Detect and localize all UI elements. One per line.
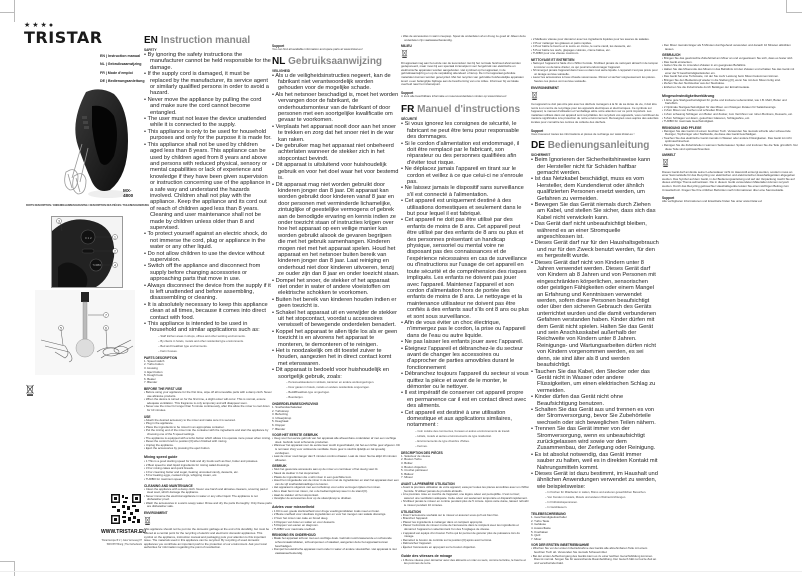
fr-safety-list xyxy=(401,121,529,449)
nl-use-heading: GEBRUIK xyxy=(272,464,287,469)
list-item: • When the device is turned on for the first time, a slight odour will occur. This is normal, ensure adequate ventilation. This fragrance is only temporary and will disappear soon. xyxy=(144,398,272,405)
list-item: – In Frühstückspensionen. xyxy=(531,500,659,505)
list-item: 1. Speed switch xyxy=(144,358,165,363)
list-item: 5. Deeghaak xyxy=(272,419,289,424)
de-support-text: Alle verfügbaren Informationen und Ersatzteile finden Sie unter www.tristar.eu! xyxy=(662,199,763,204)
list-item: • Bewegen Sie das Gerät niemals durch Ziehen am Kabel, und stellen Sie sicher, dass sich das Kabel nicht verwickeln kann. xyxy=(531,202,659,221)
list-item: • Maak het apparaat schoon met een vochtige doek. Gebruik nooit krasserende en schurende schoonmaakmiddelen, schuursponsen of staalwol, aangezien deze het apparaat kunnen beschadigen. xyxy=(272,537,400,548)
list-item: • 2 Meilleure vitesse pour démarrer avec les ingrédients liquides pour les sauces de salades. xyxy=(531,38,659,42)
fr-before-list xyxy=(401,486,529,508)
nl-lang-code: NL xyxy=(272,55,286,67)
list-item: • Avant la première utilisation de votre appareil, essuyez toutes les pièces amovibles avec un chiffon humide. N'utilisez jamais de produits abrasifs. xyxy=(401,486,529,493)
list-item: 3. Gehäuse xyxy=(531,522,546,527)
list-item: • Ziehen Sie den Netzstecker aus der Steckdose. xyxy=(662,82,798,86)
de-support-heading: Support xyxy=(662,196,675,201)
svg-text:7: 7 xyxy=(105,313,107,318)
list-item: • Verwijder de accessoires door op de uitwerpknop te drukken. xyxy=(272,497,400,501)
list-item: • To protect yourself against an electric shock, do not immerse the cord, plug or appliance in the water or any other liquid. xyxy=(144,231,272,250)
de-env-heading: UMWELT xyxy=(662,153,676,158)
en-before-list xyxy=(144,391,272,413)
list-item: • Das Gerät darf nicht unbeaufsichtigt bleiben, während es an einer Stromquelle angeschlossen ist. xyxy=(531,221,659,240)
list-item: • Wanneer het apparaat voor de eerste keer wordt ingeschakeld, zal het een lichte geur afgeven. Dit is normaal. Zorg voor voldoende ventilatie. Deze geur is slechts tijdelijk en zal spoedig verdwijnen. xyxy=(272,444,400,455)
list-item: • L'appareil est équipé d'un bouton Turbo qui lui permet de générer plus de puissance lors du mixage. xyxy=(401,532,529,539)
list-item: 5. Dough hook xyxy=(144,373,163,378)
list-item: • Schalten Sie das Gerät aus und trennen es von der Stromversorgung, bevor Sie Zubehörteile wechseln oder sich beweglichen Teilen nähern. xyxy=(531,407,659,426)
list-item: • Never immerse the electrical appliance in water or any other liquid. The appliance is not dishwasher proof. xyxy=(144,495,272,502)
nl-parts-list xyxy=(272,406,400,431)
list-item: 2. Turboknop xyxy=(272,408,289,413)
list-item: • Trennen Sie das Gerät immer von der Stromversorgung, wenn es unbeaufsichtigt zurückgelassen wird sowie vor dem Zusammenbau, der Zerlegung oder Reinigung. xyxy=(531,426,659,452)
list-item: • 2 Best speed to start liquid ingredients for mixing salad dressings. xyxy=(144,464,272,468)
list-item: • Attach the desired accessory to the mixer and make sure it is secured. xyxy=(144,419,272,423)
list-item: • By ignoring the safety instructions the manufacturer cannot be held responsible for the damage. xyxy=(144,52,272,71)
weee-bin-icon xyxy=(401,49,408,58)
list-item: 3. Housing xyxy=(144,366,158,371)
de-before-list xyxy=(531,547,659,565)
de-cleaning-heading: REINIGUNG UND PFLEGE xyxy=(662,125,702,130)
de-lang-code: DE xyxy=(531,140,545,152)
list-item: • TURBO for maximum speed. xyxy=(144,478,272,482)
lang-de[interactable]: DE | Bedienungsanleitung xyxy=(100,78,145,83)
list-item: – Personeelskeukens in winkels, kantoren en andere werkomgevingen. xyxy=(272,380,400,385)
list-item: – In Küchen für Mitarbeiter in Läden, Büros und anderen gewerblichen Bereichen. xyxy=(531,490,659,495)
fr-parts-heading: DESCRIPTION DES PIÈCES xyxy=(401,450,443,455)
list-item: 4. Auswurftaste xyxy=(531,526,551,530)
list-item: – Boerderijen. xyxy=(272,395,400,400)
list-item: • Het apparaat is uitgerust met een turboknop voor extra vermogen tijdens het mixen. xyxy=(272,486,400,490)
en-parts-list xyxy=(144,360,272,385)
list-item: • Cet appareil est uniquement destiné à des utilisations domestiques et seulement dans le but pour lequel il est fabriqué. xyxy=(401,198,529,217)
list-item: • 1 Eine gute Startgeschwindigkeit für große und trockene Lebensmittel, wie z.B. Mehl, Butter und Kartoffeln. xyxy=(662,99,798,106)
fr-support-heading: Support xyxy=(531,128,544,133)
model-number: MX-4800 xyxy=(123,188,134,198)
accessories-image xyxy=(35,290,135,375)
list-item: • TURBO pour une vitesse maximum. xyxy=(531,52,659,56)
en-support-text: You can find all available information and spare parts at www.tristar.eu! xyxy=(272,47,363,51)
de-title xyxy=(531,140,659,151)
list-item: • N'immergez jamais l'appareil dans l'eau ou dans tout autre liquide. L'appareil n'est pas prévu pour un lavage au lave-vaisselle. xyxy=(531,69,659,76)
nl-title xyxy=(272,56,400,67)
list-item: • 1 Bonne vitesse pour démarrer avec des aliments en vrac ou secs, comme la farine, le beurre et les pommes de terre. xyxy=(401,559,529,566)
brand-logo xyxy=(24,22,103,46)
de-cleaning-list xyxy=(662,130,798,152)
list-item: • Ne déplacez jamais l'appareil en tirant sur le cordon et veillez à ce que celui-ci ne s'enroule pas. xyxy=(401,166,529,185)
svg-text:6: 6 xyxy=(105,326,107,331)
svg-text:5: 5 xyxy=(60,326,62,331)
fr-env-heading: ENVIRONNEMENT xyxy=(531,85,559,90)
fr-env-text: Cet appareil ne doit pas être jeté avec les déchets ménagers à la fin de sa durée de vie, il doit être remis à un centre de recyclage pour les appareils électriques et électroniques. Ce symbole sur l'appareil, le manuel d'utilisation et l'emballage attire votre attention sur ce point important. Les matériaux utilisés dans cet appareil sont recyclables. En recyclant vos appareils, vous contribuez de manière significative à la protection de notre environnement. Renseignez-vous auprès des autorités locales pour connaître les centres de collecte des déchets. xyxy=(531,101,659,124)
nl-speed-list xyxy=(272,510,400,532)
list-item: • Never use the mixer for longer than 5 minute continuously, after this allow the mixer to cool down for 10 minutes. xyxy=(144,405,272,412)
weee-bin-icon xyxy=(662,158,669,167)
list-item: – Bed and breakfast type environments. xyxy=(144,344,272,349)
en-lang-code: EN xyxy=(144,35,158,46)
fr-title-text: Manuel d'instructions xyxy=(417,104,521,116)
list-item: • Éteignez l'appareil et débranchez-le du secteur avant de changer les accessoires ou d'approcher de parties amovibles durant le fonctionnement xyxy=(401,346,529,372)
nl-parts-heading: ONDERDELENBESCHRIJVING xyxy=(272,402,319,407)
list-item: • Geben Sie die zu mixenden Zutaten in ein geeignetes Behältnis. xyxy=(662,64,798,68)
hand-mixer-image xyxy=(48,86,130,198)
list-item: • TURBO für maximale Geschwindigkeit. xyxy=(662,120,798,124)
fr-use-list xyxy=(401,514,529,550)
nl-safety-list xyxy=(272,73,400,401)
parts-caption: PARTS DESCRIPTION / ONDERDELENBESCHRIJVING / DESCRIPTION DES PIÈCES / TEILEBESCHREIBUNG xyxy=(26,204,150,207)
list-item: • 3 Pour mélanger les gâteaux et pains rapides. xyxy=(531,42,659,46)
company-address xyxy=(95,539,142,547)
logo-stars-icon: ★★★● xyxy=(24,22,56,29)
list-item: • Fixez l'accessoire souhaité sur le mixeur et assurez-vous qu'il est bien fixé. xyxy=(401,514,529,518)
list-item: • The user must not leave the device unattended while it is connected to the supply. xyxy=(144,116,272,129)
list-item: • Placez les ingrédients à mélanger dans un récipient approprié. xyxy=(401,521,529,525)
en-parts-heading: PARTS DESCRIPTION xyxy=(144,355,178,360)
list-item: • Dompel het snoer, de stekker of het apparaat niet onder in water of andere vloeistoffen om elektrische schokken te voorkomen. xyxy=(272,278,400,297)
list-item: • Branchez l'appareil. xyxy=(401,517,529,521)
nl-speed-heading: Advies voor mixsnelheid xyxy=(272,504,315,509)
list-item: • Haal de stekker uit het stopcontact. xyxy=(272,494,400,498)
list-item: • Dieses Gerät darf nicht von Kindern unter 8 Jahren verwendet werden. Dieses Gerät darf von Kindern ab 8 Jahren und von Personen mit eingeschränkten körperlichen, sensorischen oder geistigen Fähigkeiten oder einem Mangel an Erfahrung und Kenntnissen verwendet werden, sofern diese Personen beaufsichtigt oder über den sicheren Gebrauch des Geräts unterrichtet wurden und die damit verbundenen Gefahren verstanden haben. Kinder dürfen mit dem Gerät nicht spielen. Halten Sie das Gerät und sein Anschlusskabel außerhalb der Reichweite von Kindern unter 8 Jahren. Reinigungs- und Wartungsarbeiten dürfen nicht von Kindern vorgenommen werden, es sei denn, sie sind älter als 8 und werden beaufsichtigt. xyxy=(531,260,659,369)
list-item: 7. Mixer xyxy=(531,536,542,541)
list-item: • Veeg voor het eerste gebruik van het apparaat alle afneembare onderdelen af met een vochtige doek. Gebruik nooit schurende producten. xyxy=(272,437,400,444)
list-item: • Do not allow children to use the device without supervision. xyxy=(144,251,272,264)
crop-mark-tr xyxy=(786,0,802,13)
list-item: – Bed&Breakfast-type omgevingen. xyxy=(272,390,400,395)
de-speed-heading: Mixgeschwindigkeitserklärung xyxy=(662,93,715,98)
list-item: • Laat de mixer nooit langer dan 5 minuten continu draaien. Laat de mixer hierna altijd 10 minuten afkoelen. xyxy=(272,455,400,462)
list-item: • Tauchen Sie das elektrische Gerät niemals in Wasser oder andere Flüssigkeiten. Das Gerät ist nicht spülmaschinenfest. xyxy=(662,137,798,144)
language-index xyxy=(100,52,145,85)
list-item: • Schakel het apparaat uit en verwijder de stekker uit het stopcontact, voordat u accessoires verwisselt of bewegende onderdelen benadert. xyxy=(272,310,400,329)
en-use-heading: USE xyxy=(144,414,151,419)
website-link[interactable]: WWW.TRISTAR.EU xyxy=(101,529,146,535)
fr-before-heading: AVANT LA PREMIÈRE UTILISATION xyxy=(401,482,455,486)
fr-use-heading: UTILISATION xyxy=(401,509,421,514)
list-item: • 5 Kloppen van eieren en slagroom. xyxy=(272,524,400,528)
lang-fr[interactable]: FR | Mode d'emploi xyxy=(100,70,133,75)
de-parts-heading: TEILEBESCHREIBUNG xyxy=(531,512,566,517)
address-line-1: Tristar Europe B.V. | Jules Verneweg 87 xyxy=(101,540,142,542)
list-item: 6. Batteur xyxy=(401,471,414,476)
list-item: • Débranchez toujours l'appareil du secteur si vous quittez la pièce et avant de le monter, le démonter ou le nettoyer. xyxy=(401,371,529,390)
list-item: • Beim Ignorieren der Sicherheitshinweise kann der Hersteller nicht für Schäden haftbar gemacht werden. xyxy=(531,157,659,176)
de-use-heading: GEBRAUCH xyxy=(662,53,681,58)
list-item: • Tauchen Sie das Kabel, den Stecker oder das Gerät nicht in Wasser oder andere Flüssigkeiten, um einen elektrischen Schlag zu vermeiden. xyxy=(531,369,659,395)
list-item: • Dit apparaat mag niet worden gebruikt door kinderen jonger dan 8 jaar. Dit apparaat kan worden gebruikt door kinderen vanaf 8 jaar en door personen met verminderde lichamelijke, zintuiglijke of geestelijke vermogens of gebrek aan de benodigde ervaring en kennis indien ze onder toezicht staan of instructies krijgen over hoe het apparaat op een veilige manier kan worden gebruikt alsook de gevaren begrijpen die met het gebruik samenhangen. Kinderen mogen niet met het apparaat spelen. Houd het apparaat en het netsnoer buiten bereik van kinderen jonger dan 8 jaar. Laat reiniging en onderhoud niet door kinderen uitvoeren, tenzij ze ouder zijn dan 8 jaar en onder toezicht staan. xyxy=(272,182,400,278)
de-speed-list xyxy=(662,99,798,124)
lang-nl[interactable]: NL | Gebruiksaanwijzing xyxy=(100,62,142,67)
list-item: 2. Turbo button xyxy=(144,362,164,367)
svg-text:1: 1 xyxy=(114,235,116,240)
list-item: • It is absolutely necessary to keep this appliance clean at all times, because it comes into direct contact with food. xyxy=(144,302,272,321)
list-item: • This appliance is intended to be used in household and similar applications such as: xyxy=(144,321,272,334)
list-item: • Ne pas laisser les enfants jouer avec l'appareil. xyxy=(401,339,529,345)
en-env-heading: ENVIRONMENT xyxy=(144,511,168,516)
list-item: • Dieses Gerät ist dazu bestimmt, im Haushalt und ähnlichen Anwendungen verwendet zu werden, wie beispielsweise: xyxy=(531,471,659,490)
list-item: 2. Turbo Taste xyxy=(531,518,550,523)
list-item: • Koppel het apparaat te allen tijde los als er geen toezicht is en alvorens het apparaat te monteren, te demonteren of te reinigen. xyxy=(272,329,400,348)
list-item: • 2 Optimale Startgeschwindigkeit für das Mixen von flüssigen Zutaten für Salatdressings. xyxy=(662,106,798,110)
list-item: 3. Behuizing xyxy=(272,412,288,417)
list-item: • Éjectez l'accessoire en appuyant sur le bouton d'éjection. xyxy=(401,546,529,550)
fr-section xyxy=(401,35,529,566)
list-item: • N'utilisez jamais le mixeur en continu pendant plus de 5 minute. Après cette durée, laissez refroidir le mixeur pendant 10 minutes. xyxy=(401,500,529,507)
nl-env-heading: MILIEU xyxy=(401,44,412,49)
en-title xyxy=(144,35,272,46)
fr-cleaning-list xyxy=(531,62,659,84)
en-speed-heading: Mixing speed guide xyxy=(144,454,178,459)
list-item: • De gebruiker mag het apparaat niet onbeheerd achterlaten wanneer de stekker zich in het stopcontact bevindt. xyxy=(272,143,400,162)
list-item: • Dompel het elektrische apparaat nooit onder in water of andere vloeistoffen. Het apparaat is niet vaatwasserbestendig. xyxy=(272,548,400,555)
list-item: • Bringen Sie den Bedienknopf wieder in die Stellung [0], wenn Sie mit dem Mixen fertig sind. xyxy=(662,79,798,83)
en-safety-heading: SAFETY xyxy=(144,48,157,52)
svg-text:TURBO: TURBO xyxy=(92,264,102,267)
list-item: • Bei der ersten Aufheizvorgang des Geräts kann es zu einer leichten Geruchsbildung kommen. Dies ist normal. Sorgen Sie für ausreichende Raumbelüftung. Der Geruch hält nur kurze Zeit an und verschwindet bald. xyxy=(531,555,659,566)
list-item: 4. Eject button xyxy=(144,369,163,374)
fr-parts-list xyxy=(401,455,529,480)
list-item: • Houd het mixgedeelte van de mixer in de kom met de ingrediënten en start het apparaat door een van de vijf snelheidsinstellingen te kiezen. xyxy=(272,479,400,486)
list-item: • Dieses Gerät darf nur für den Haushaltsgebrauch und nur für den Zweck benutzt werden, für den es hergestellt wurde. xyxy=(531,240,659,259)
list-item: • Verplaats het apparaat nooit door aan het snoer te trekken en zorg dat het snoer niet in de war kan raken. xyxy=(272,124,400,143)
list-item: 7. Mixeur xyxy=(401,475,413,480)
list-item: • Als het netsnoer beschadigd is, moet het worden vervangen door de fabrikant, de onderhoudsmonteur van de fabrikant of door personen met een soortgelijke kwalificatie om gevaar te voorkomen. xyxy=(272,92,400,124)
en-support-heading: Support xyxy=(272,44,285,48)
list-item: • TURBO voor maximale snelheid. xyxy=(272,528,400,532)
list-item: – Staff kitchen areas in shops, offices and other working environments. xyxy=(144,334,272,339)
list-item: 3. Boîtier xyxy=(401,461,413,466)
list-item: – Hôtels, motels et autres environnements de type résidentiel. xyxy=(401,434,529,439)
de-section-cont xyxy=(662,44,798,204)
list-item: 2. Bouton Turbo xyxy=(401,457,422,462)
en-cleaning-list xyxy=(144,488,272,510)
list-item: – Door gasten in hotels, motels en andere residentiële omgevingen. xyxy=(272,385,400,390)
svg-text:0 1 2: 0 1 2 xyxy=(85,236,92,240)
list-item: • Das Gerät einstecken. xyxy=(662,61,798,65)
list-item: • Dit apparaat is bedoeld voor huishoudelijk en soortgelijk gebruik, zoals: xyxy=(272,367,400,380)
list-item: 6. Quirl xyxy=(531,533,541,538)
fr-safety-heading: SÉCURITÉ xyxy=(401,117,418,122)
list-item: 4. Bouton d'éjection xyxy=(401,464,427,469)
weee-bin-icon xyxy=(26,384,34,396)
list-item: • If the supply cord is damaged, it must be replaced by the manufacturer, its service agent or similarly qualified persons in order to avoid a hazard. xyxy=(144,71,272,97)
en-speed-list xyxy=(144,460,272,482)
de-env-text: Dieses Gerät darf am Ende seiner Lebensdauer nicht im Hausmüll entsorgt werden, sondern muss an einer Sammelstelle für das Recycling von elektrischen und elektronischen Haushaltsgeräten abgegeben werden. Das Symbol auf dem Gerät, in der Bedienungsanleitung und auf der Verpackung macht Sie auf dieses wichtige Thema aufmerksam. Die in diesem Gerät verwendeten Materialien können recycelt werden. Durch das Recycling gebrauchter Haushaltsgeräte leisten Sie einen wichtigen Beitrag zum Umweltschutz. Fragen Sie Ihre örtlichen Behörden nach Informationen über eine Sammelstelle. xyxy=(662,169,796,192)
de-before-list-cont xyxy=(662,44,798,51)
en-title-text: Instruction manual xyxy=(160,35,251,46)
list-item: • Clean the appliance with a damp cloth. Never use harsh and abrasive cleaners, scouring pad or steel wool, which damage the appliance. xyxy=(144,488,272,495)
list-item: • 3 For mixing cakes and quick breads. xyxy=(144,467,272,471)
list-item: • Das Gerät hat eine Turbotaste, mit der Sie mehr Leistung beim Mixen bekommen können. xyxy=(662,75,798,79)
list-item: • Sluit het gewenste accessoire aan op de mixer en controleer of het stevig vast zit. xyxy=(272,468,400,472)
list-item: • Wash the accessories in a warm soapy water. Rinse and dry the parts thoroughly. Only these parts are dishwasher safe. xyxy=(144,502,272,509)
en-use-list xyxy=(144,419,272,451)
list-item: • Plug in the appliance. xyxy=(144,422,272,426)
list-item: • Het is noodzakelijk om dit toestel zuiver te houden, aangezien het in direct contact komt met etenswaren. xyxy=(272,348,400,367)
list-item: • Steek de stekker in het stopcontact. xyxy=(272,472,400,476)
list-item: 1. Sélecteur de vitesse xyxy=(401,453,431,458)
list-item: • Before using your appliance for the first time, wipe off all removable parts with a damp cloth. Never use abrasive products. xyxy=(144,391,272,398)
svg-text:4: 4 xyxy=(114,263,116,268)
list-item: • Remettez le bouton de contrôle sur la position [0] après avoir terminé. xyxy=(401,539,529,543)
de-section xyxy=(531,38,659,565)
nl-title-text: Gebruiksaanwijzing xyxy=(288,55,383,67)
list-item: – Von Kunden in Hotels, Motels und anderen Wohneinrichtungen. xyxy=(531,495,659,500)
nl-env-text: Dit apparaat mag aan het einde van de levensduur niet bij het normale huishoud afval worden gedeponeerd, maar moet bij een speciaal inzamelpunt voor hergebruik van elektrische en elektronische apparaten worden aangeboden. Het symbool op het apparaat, in de gebruiksaanwijzing en op de verpakking attendeert u hierop. De in het apparaat gebruikte materialen kunnen worden gerecycled. Met het recyclen van gebruikte huishoudelijke apparaten levert u een belangrijke bijdrage aan de bescherming van ons milieu. Informeer bij uw lokale overheid naar het inzamelpunt. xyxy=(401,60,524,87)
weee-bin-icon xyxy=(144,516,151,525)
svg-text:3: 3 xyxy=(58,219,60,224)
svg-text:2: 2 xyxy=(114,249,116,254)
list-item: • This appliance is only to be used for household purposes and only for the purpose it is made for. xyxy=(144,129,272,142)
list-item: – Coin cuisine des commerces, bureaux et autres environnements de travail. xyxy=(401,429,529,434)
fr-speed-heading: Guide des vitesses de mixage xyxy=(401,553,453,558)
nl-before-heading: VOOR HET EERSTE GEBRUIK xyxy=(272,433,318,438)
list-item: • Cet appareil ne doit pas être utilisé par des enfants de moins de 8 ans. Cet appareil peut être utilisé par des enfants de 8 ans ou plus et des personnes présentant un handicap physique, sensoriel ou mental voire ne disposant pas des connaissances et de l'expérience nécessaires en cas de surveillance ou d'instructions sur l'usage de cet appareil en toute sécurité et de compréhension des risques impliqués. Les enfants ne doivent pas jouer avec l'appareil. Maintenez l'appareil et son cordon d'alimentation hors de portée des enfants de moins de 8 ans. Le nettoyage et la maintenance utilisateur ne doivent pas être confiés à des enfants sauf s'ils ont 8 ans ou plus et sont sous surveillance. xyxy=(401,217,529,320)
list-item: • Afin de vous éviter un choc électrique, n'immergez pas le cordon, la prise ou l'appareil dans de l'eau ou autre liquide. xyxy=(401,320,529,339)
de-parts-list xyxy=(531,516,659,541)
list-item: – Farm houses. xyxy=(144,349,272,354)
list-item: • Reinigen Sie das Gerät mit einem feuchten Tuch. Verwenden Sie niemals scharfe oder scheuernde Reiniger, Topfreiniger oder Stahlwolle, da diese das Gerät beschädigen. xyxy=(662,130,798,137)
nl-cleaning-heading: REINIGING EN ONDERHOUD xyxy=(272,533,316,538)
brand-name: TRISTAR xyxy=(24,28,103,47)
fr-speed-list-cont xyxy=(531,38,659,56)
fr-cleaning-heading: NETTOYAGE ET ENTRETIEN xyxy=(531,57,575,62)
list-item: • 2 Beste snelheid voor vloeibare ingrediënten en voor het mengen van salade dressings. xyxy=(272,513,400,517)
en-section xyxy=(144,33,272,550)
list-item: • Lavez les accessoires à l'eau chaude savonneuse. Rincez et séchez soigneusement les pièces. Seules ces pièces vont au lave-vaisselle. xyxy=(531,76,659,83)
list-item: • Dit apparaat is uitsluitend voor huishoudelijk gebruik en voor het doel waar het voor bestemd is. xyxy=(272,162,400,181)
list-item: 5. Crochet pétrisseur xyxy=(401,468,428,473)
fr-title xyxy=(401,104,529,115)
list-item: 7. Blender xyxy=(272,426,286,431)
list-item: 6. Klopper xyxy=(272,423,286,428)
en-env-text: This appliance should not be put into the domestic garbage at the end of its durability, but must be offered at a central point for the recycling of electric and electronic domestic appliances. This symbol on the appliance, instruction manual and packaging puts your attention to this important issue. The materials used in this appliance can be recycled. By recycling of used domestic appliances you contribute an important push to the protection of our environment. Ask your local authorities for information regarding the point of recollection. xyxy=(144,527,270,550)
nl-support-text: U kunt alle beschikbare informatie en reserveonderdelen vinden op www.tristar.eu! xyxy=(401,93,507,98)
en-safety-list xyxy=(144,52,272,354)
address-line-2: 5015 BH Tilburg | The Netherlands xyxy=(106,544,142,546)
de-safety-list xyxy=(531,157,659,510)
list-item: 7. Blender xyxy=(144,380,158,385)
list-item: – In Gutshäusern. xyxy=(531,505,659,510)
lang-en[interactable]: EN | Instruction manual xyxy=(100,54,141,58)
nl-use-list xyxy=(272,468,400,500)
qr-code-icon[interactable] xyxy=(111,494,141,524)
list-item: • 4 Zum schaumig Schlagen von Butter und Zucker, zum Verrühren von rohen Bonbons, Desserts, etc. xyxy=(662,113,798,117)
list-item: • Si vous ignorez les consignes de sécurité, le fabricant ne peut être tenu pour responsable des dommages. xyxy=(401,121,529,140)
list-item: • 4 For creaming butter and sugar, beating uncooked candy, desserts, etc. xyxy=(144,471,272,475)
list-item: • 1 This is a good starting speed for bulk and dry foods such as flour, butter and potatoes. xyxy=(144,460,272,464)
list-item: 6. Beater xyxy=(144,376,156,381)
list-item: • 5 Pour battre les œufs, glaçages cuisinés, crème battue, etc. xyxy=(531,49,659,53)
list-item: • Unplug the appliance. xyxy=(144,444,272,448)
list-item: • 3 Zum Mixen von Kuchen und schnellen Broten. xyxy=(662,109,798,113)
fr-speed-list xyxy=(401,559,529,566)
list-item: • Reset the control knob to position [0] when finished with mixing. xyxy=(144,440,272,444)
de-safety-heading: SICHERHEIT xyxy=(531,153,551,158)
controls-detail-image xyxy=(51,216,123,288)
list-item: • Si le cordon d'alimentation est endommagé, il doit être remplacé par le fabricant, son réparateur ou des personnes qualifiées afin d'éviter tout risque. xyxy=(401,141,529,167)
nl-cleaning-list-cont xyxy=(401,35,529,42)
list-item: • Switch off the appliance and disconnect from supply before changing accessories or approaching parts that move in use. xyxy=(144,263,272,282)
nl-safety-heading: VEILIGHEID xyxy=(272,68,291,73)
list-item: • Reinigen Sie die Zubehörteile in warmem Seifenwasser. Spülen und trocknen Sie die Teile gründlich. Nur diese Teile sind spülmaschinenfest. xyxy=(662,144,798,151)
list-item: • Den Mixer niemals länger als 5 Minuten durchgehend verwenden und danach 10 Minuten abkühlen lassen. xyxy=(662,44,798,51)
list-item: • 4 Kloppen van boter en suiker en voor desserts. xyxy=(272,521,400,525)
en-cleaning-heading: CLEANING AND MAINTENANCE xyxy=(144,483,193,488)
list-item: • Nettoyez l'appareil à l'aide d'un chiffon humide. N'utilisez jamais de nettoyant abrasif ni de tampon à récurer ou de laine d'acier, ce qui pourrait endommager l'appareil. xyxy=(531,62,659,69)
list-item: • This appliance shall not be used by children aged less than 8 years. This appliance can be used by children aged from 8 years and above and persons with reduced physical, sensory or mental capabilities or lack of experience and knowledge if they have been given supervision or instruction concerning use of the appliance in a safe way and understand the hazards involved. Children shall not play with the appliance. Keep the appliance and its cord out of reach of children aged less than 8 years. Cleaning and user maintenance shall not be made by children unless older than 8 and supervised. xyxy=(144,142,272,232)
nl-support-heading: Support xyxy=(401,90,414,95)
list-item: • Eject the accessories by pressing the eject button. xyxy=(144,447,272,451)
list-item: • 5 Zum Schlagen von Eiern, gekochten Glasuren, Schlagsahne, etc. xyxy=(662,117,798,121)
list-item: • Wischen Sie vor der ersten Inbetriebnahme des Geräts alle abnehmbaren Teile mit einem feuchten Tuch ab. Verwenden Sie niemals Scheuermittel. xyxy=(531,547,659,554)
nl-before-list xyxy=(272,437,400,462)
list-item: 4. Uitwerpknop xyxy=(272,415,292,420)
list-item: • Buiten het bereik van kinderen houden indien er geen toezicht is. xyxy=(272,297,400,310)
list-item: • Placez l'extrémité du mixeur munie de l'accessoire dans le récipient avec les ingrédients et démarrez l'appareil en sélectionnant l'un des 5 réglages de vitesse. xyxy=(401,524,529,531)
list-item: • Ne laissez jamais le dispositif sans surveillance s'il est connecté à l'alimentation. xyxy=(401,185,529,198)
list-item: • Bringen Sie das gewünschte Zubehörteil am Mixer an und vergewissern Sie sich, dass es fester sitzt. xyxy=(662,57,798,61)
list-item: • Kinder dürfen das Gerät nicht ohne Beaufsichtigung benutzen. xyxy=(531,394,659,407)
list-item: – Environnements de type chambre d'hôtes. xyxy=(401,439,529,444)
list-item: 5. Knethaken xyxy=(531,529,549,534)
list-item: • Als u klaar bent met mixen, zet u de bedieningsknop weer in de stand [0]. xyxy=(272,490,400,494)
list-item: • À la première mise en marche de l'appareil, une légère odeur est perceptible. C'est normal ; assurez une ventilation adéquate. Cette odeur est seulement temporaire et disparaît rapidement. xyxy=(401,493,529,500)
list-item: 1. Geschwindigkeitsschalter xyxy=(531,515,567,520)
list-item: 1. Snelheidsschakelaar xyxy=(272,405,302,410)
list-item: • Débranchez l'appareil. xyxy=(401,542,529,546)
de-title-text: Bedienungsanleitung xyxy=(547,140,650,152)
de-use-list xyxy=(662,57,798,89)
list-item: • 5 For beating eggs, cooked icings, whipping cream, etc. xyxy=(144,474,272,478)
list-item: • Place the ingredients to be mixed in an appropriate container. xyxy=(144,426,272,430)
list-item: – Fermes. xyxy=(401,444,529,449)
fr-support-text: Vous trouverez toutes les informations et pièces de rechange sur www.tristar.eu ! xyxy=(531,131,635,136)
list-item: • 3 Voor het mixen van cake en brood deeg. xyxy=(272,517,400,521)
list-item: • Was de accessoires in warm zeepsop. Spoel de onderdelen af en droog ze goed af. Alleen deze onderdelen zijn vaatwasserbestendig. xyxy=(401,35,529,42)
list-item: • Cet appareil est destiné à une utilisation domestique et aux applications similaires, notamment : xyxy=(401,410,529,429)
nl-cleaning-list xyxy=(272,537,400,555)
nl-section xyxy=(272,42,400,555)
list-item: • 1 Dit is een goede startsnelheid voor droge voedingsmiddelen zoals meel en boter. xyxy=(272,510,400,514)
list-item: • Il est impératif de conserver cet appareil propre en permanence car il est en contact direct avec des aliments. xyxy=(401,390,529,409)
list-item: • Entfernen Sie die Zubehörteile durch Betätigen der Entnahmetaste. xyxy=(662,86,798,90)
list-item: – By clients in hotels, motels and other residential type environments. xyxy=(144,339,272,344)
weee-bin-icon xyxy=(531,91,538,100)
list-item: • Ist das Netzkabel beschädigt, muss es vom Hersteller, dem Kundendienst oder ähnlich qualifizierten Personen ersetzt werden, um Gefahren zu vermeiden. xyxy=(531,176,659,202)
list-item: • The appliance is equipped with a turbo button which allows it to operate more power when mixing. xyxy=(144,437,272,441)
list-item: • 4 Pour battre le beurre et le sucre en crème, le sucre candi, les desserts, etc. xyxy=(531,45,659,49)
page-bottom-divider xyxy=(0,571,802,572)
list-item: • Never move the appliance by pulling the cord and make sure the cord cannot become entangled. xyxy=(144,97,272,116)
list-item: • Plaats de ingrediënten die u wilt mixen in een geschikte kom. xyxy=(272,476,400,480)
de-before-heading: VOR DER ERSTEN INBETRIEBNAHME xyxy=(531,543,590,548)
fr-lang-code: FR xyxy=(401,104,415,116)
list-item: • Es ist absolut notwendig, das Gerät immer sauber zu halten, weil es in direkten Kontakt mit Nahrungsmitteln kommt. xyxy=(531,452,659,471)
list-item: • Als u de veiligheidsinstructies negeert, kan de fabrikant niet verantwoordelijk worden gehouden voor de mogelijke schade. xyxy=(272,73,400,92)
list-item: • Put the mixing end of the mixer into the container with the ingredients and start the appliance by choosing one of the 5 speed settings. xyxy=(144,429,272,436)
list-item: • Always disconnect the device from the supply if it is left unattended and before assembling, disassembling or cleaning. xyxy=(144,283,272,302)
en-before-heading: BEFORE THE FIRST USE xyxy=(144,387,183,392)
list-item: • Halten Sie das Mixerende des Mixers in das Behältnis mit den Zutaten und schalten Sie das Gerät mit einer der 5 Geschwindigkeitsstufen ein. xyxy=(662,68,798,75)
